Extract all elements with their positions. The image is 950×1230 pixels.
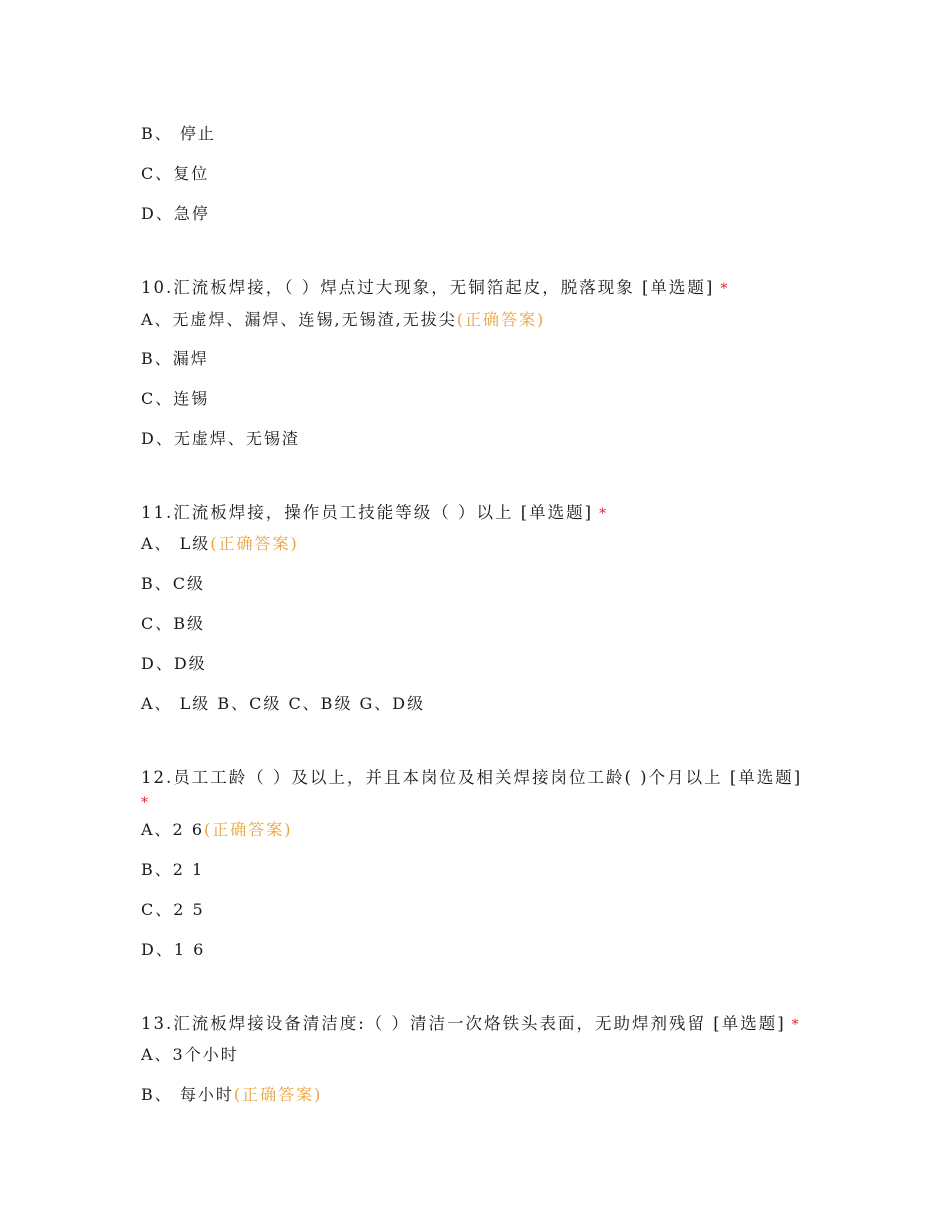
option-text: B、2 1 bbox=[141, 860, 205, 879]
q12-option-c bbox=[141, 900, 205, 920]
option-text: A、3个小时 bbox=[141, 1045, 239, 1064]
option-text: B、C级 bbox=[141, 574, 206, 593]
option-text: A、 L级 bbox=[141, 534, 211, 553]
q13-option-a bbox=[141, 1045, 239, 1065]
option-text: D、无虚焊、无锡渣 bbox=[141, 429, 300, 448]
option-text: C、连锡 bbox=[141, 389, 210, 408]
q12-option-a bbox=[141, 820, 293, 840]
correct-answer-tag: (正确答案) bbox=[233, 1085, 323, 1104]
q13-option-b bbox=[141, 1085, 322, 1105]
q11-option-b bbox=[141, 574, 205, 594]
q10-option-c bbox=[141, 389, 209, 409]
option-text: D、1 6 bbox=[141, 940, 206, 959]
option-text: B、 每小时 bbox=[141, 1085, 234, 1104]
q10-option-a bbox=[141, 310, 545, 330]
q12-option-d bbox=[141, 940, 205, 960]
q9-option-b bbox=[141, 124, 216, 144]
option-text: D、D级 bbox=[141, 654, 207, 673]
q11-title bbox=[141, 503, 608, 524]
q10-option-b bbox=[141, 349, 209, 369]
q10-option-d bbox=[141, 429, 300, 449]
option-text: A、2 6 bbox=[141, 820, 205, 839]
summary-text: A、 L级 B、C级 C、B级 G、D级 bbox=[141, 694, 426, 713]
q12-option-b bbox=[141, 860, 204, 880]
question-text: 12.员工工龄（ ）及以上，并且本岗位及相关焊接岗位工龄( )个月以上 [单选题] bbox=[141, 768, 803, 787]
required-mark: * bbox=[141, 795, 150, 811]
required-mark: * bbox=[791, 1017, 801, 1033]
q12-title bbox=[141, 768, 802, 788]
correct-answer-tag: (正确答案) bbox=[204, 820, 293, 839]
q11-option-d bbox=[141, 654, 207, 674]
q12-required bbox=[141, 792, 150, 813]
correct-answer-tag: (正确答案) bbox=[210, 534, 299, 553]
correct-answer-tag: (正确答案) bbox=[456, 310, 546, 329]
required-mark: * bbox=[599, 506, 609, 522]
required-mark: * bbox=[720, 281, 730, 297]
q11-option-a bbox=[141, 534, 299, 554]
q10-title bbox=[141, 278, 729, 299]
option-text: D、急停 bbox=[141, 204, 210, 223]
option-text: C、2 5 bbox=[141, 900, 205, 919]
question-text: 11.汇流板焊接，操作员工技能等级（ ）以上 [单选题] bbox=[141, 503, 594, 522]
question-text: 13.汇流板焊接设备清洁度:（ ）清洁一次烙铁头表面，无助焊剂残留 [单选题] bbox=[141, 1014, 786, 1033]
q11-option-c bbox=[141, 614, 205, 634]
option-text: B、漏焊 bbox=[141, 349, 209, 368]
option-text: C、B级 bbox=[141, 614, 206, 633]
question-text: 10.汇流板焊接，（ ）焊点过大现象，无铜箔起皮，脱落现象 [单选题] bbox=[141, 278, 715, 297]
q11-summary bbox=[141, 694, 425, 714]
option-text: B、 停止 bbox=[141, 124, 216, 143]
option-text: A、无虚焊、漏焊、连锡,无锡渣,无拔尖 bbox=[141, 310, 457, 329]
q13-title bbox=[141, 1014, 801, 1035]
option-text: C、复位 bbox=[141, 164, 210, 183]
q9-option-d bbox=[141, 204, 210, 224]
q9-option-c bbox=[141, 164, 209, 184]
